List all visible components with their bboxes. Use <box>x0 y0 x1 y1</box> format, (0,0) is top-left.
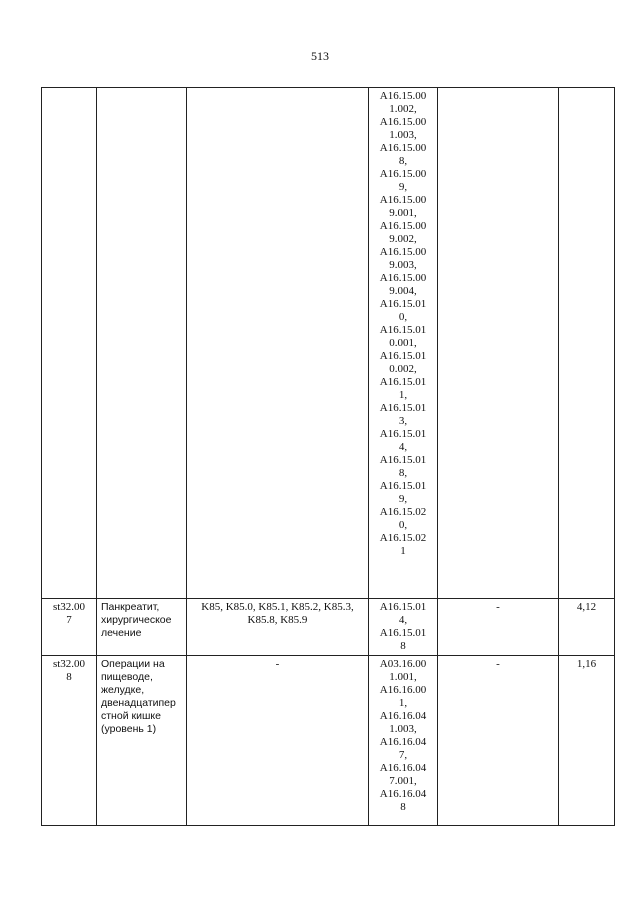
group-code-line: st32.00 <box>52 601 86 613</box>
service-line: 3, <box>398 415 408 427</box>
service-line: 9, <box>398 493 408 505</box>
service-line: A16.15.01 <box>379 350 427 362</box>
service-line: A16.15.01 <box>379 324 427 336</box>
service-line: A16.16.04 <box>379 736 427 748</box>
other-criteria-cell <box>438 88 559 599</box>
service-line: A16.15.00 <box>379 90 427 102</box>
service-line: A16.15.01 <box>379 627 427 639</box>
service-line: 7, <box>398 749 408 761</box>
service-line: A16.15.00 <box>379 246 427 258</box>
group-name-line: желудке, <box>101 684 145 696</box>
service-line: A16.16.04 <box>379 788 427 800</box>
group-name-line: хирургическое <box>101 614 172 626</box>
service-line: 8 <box>400 640 406 652</box>
group-name-line: двенадцатипер <box>101 697 176 709</box>
table-row <box>42 656 615 826</box>
service-line: 1.002, <box>389 103 417 115</box>
service-line: A16.15.02 <box>379 532 427 544</box>
group-name-line: стной кишке <box>101 710 161 722</box>
group-name-line: пищеводе, <box>101 671 153 683</box>
coefficient-cell <box>559 88 615 599</box>
service-line: A16.15.01 <box>379 454 427 466</box>
service-line: 8, <box>398 467 408 479</box>
service-line: A16.15.01 <box>379 601 427 613</box>
service-line: 0, <box>398 519 408 531</box>
service-line: 0.002, <box>389 363 417 375</box>
service-line: 8, <box>398 155 408 167</box>
service-line: A16.15.00 <box>379 116 427 128</box>
other-criteria-cell: - <box>438 599 559 656</box>
service-line: A16.15.01 <box>379 480 427 492</box>
coefficient-cell: 4,12 <box>559 599 615 656</box>
service-line: A16.16.00 <box>379 684 427 696</box>
service-line: 9, <box>398 181 408 193</box>
diagnosis-codes-cell <box>187 88 369 599</box>
service-line: A16.15.00 <box>379 272 427 284</box>
service-codes-cell <box>369 599 438 656</box>
service-line: 9.001, <box>389 207 417 219</box>
table-row <box>42 88 615 599</box>
service-line: 0, <box>398 311 408 323</box>
service-line: A03.16.00 <box>379 658 427 670</box>
service-line: A16.16.04 <box>379 710 427 722</box>
service-line: 0.001, <box>389 337 417 349</box>
group-name-cell <box>97 88 187 599</box>
diagnosis-line: K85, K85.0, K85.1, K85.2, K85.3, <box>201 601 354 613</box>
service-line: A16.15.02 <box>379 506 427 518</box>
service-codes-cell <box>369 88 438 599</box>
group-name-line: Панкреатит, <box>101 601 160 613</box>
service-line: 1.003, <box>389 723 417 735</box>
service-line: A16.15.00 <box>379 220 427 232</box>
service-line: 1.001, <box>389 671 417 683</box>
service-line: 7.001, <box>389 775 417 787</box>
group-name-line: Операции на <box>101 658 165 670</box>
group-name-line: (уровень 1) <box>101 723 157 735</box>
service-line: A16.15.01 <box>379 298 427 310</box>
diagnosis-codes-cell <box>187 599 369 656</box>
service-line: 9.004, <box>389 285 417 297</box>
service-line: 4, <box>398 614 408 626</box>
tariff-table <box>41 87 615 826</box>
service-line: 8 <box>400 801 406 813</box>
service-line: 9.002, <box>389 233 417 245</box>
service-line: A16.15.00 <box>379 194 427 206</box>
group-code-cell <box>42 88 97 599</box>
other-criteria-cell: - <box>438 656 559 826</box>
coefficient-cell: 1,16 <box>559 656 615 826</box>
table-row <box>42 599 615 656</box>
diagnosis-line: K85.8, K85.9 <box>247 614 308 626</box>
service-line: A16.16.04 <box>379 762 427 774</box>
service-line: A16.15.00 <box>379 168 427 180</box>
service-line: A16.15.01 <box>379 376 427 388</box>
service-codes-cell <box>369 656 438 826</box>
diagnosis-line: - <box>275 658 280 670</box>
group-code-line: 7 <box>66 614 72 626</box>
group-code-cell <box>42 599 97 656</box>
service-line: 4, <box>398 441 408 453</box>
service-line: 9.003, <box>389 259 417 271</box>
page-number: 513 <box>311 49 329 63</box>
group-code-line: 8 <box>66 671 72 683</box>
service-line: A16.15.01 <box>379 402 427 414</box>
service-line: 1 <box>400 545 406 557</box>
diagnosis-codes-cell <box>187 656 369 826</box>
group-name-line: лечение <box>101 627 142 639</box>
group-name-cell <box>97 599 187 656</box>
group-code-cell <box>42 656 97 826</box>
service-line: A16.15.00 <box>379 142 427 154</box>
service-line: 1, <box>398 697 408 709</box>
group-name-cell <box>97 656 187 826</box>
service-line: A16.15.01 <box>379 428 427 440</box>
service-line: 1, <box>398 389 408 401</box>
group-code-line: st32.00 <box>52 658 86 670</box>
service-line: 1.003, <box>389 129 417 141</box>
